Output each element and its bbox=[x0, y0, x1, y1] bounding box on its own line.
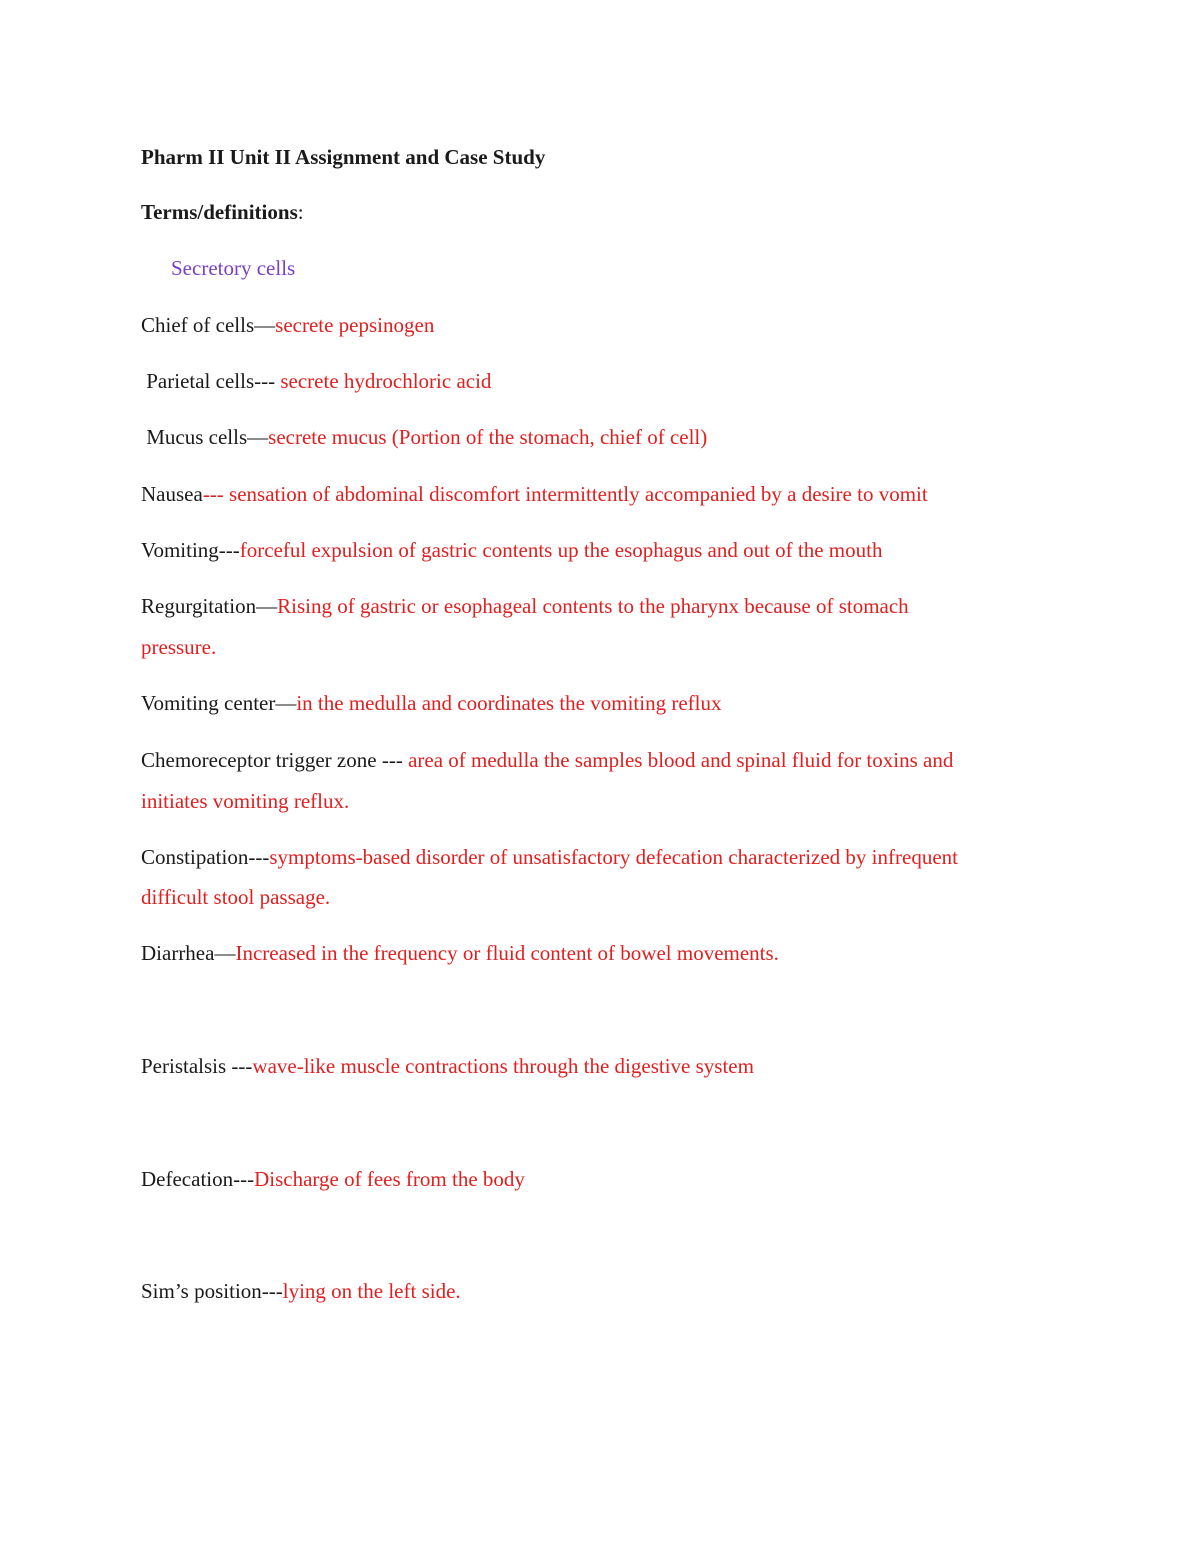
term-separator: — bbox=[214, 941, 236, 965]
term-name: Chief of cells bbox=[141, 313, 255, 337]
document-title: Pharm II Unit II Assignment and Case Study bbox=[141, 145, 546, 169]
term-name: Sim’s position bbox=[141, 1279, 262, 1303]
term-entry bbox=[141, 747, 953, 773]
term-definition: sensation of abdominal discomfort intermittently accompanied by a desire to vomit bbox=[229, 482, 928, 506]
term-name: Nausea bbox=[141, 482, 203, 506]
term-separator: --- bbox=[376, 748, 409, 772]
term-name: Regurgitation bbox=[141, 594, 257, 618]
term-definition: secrete mucus (Portion of the stomach, chief of cell) bbox=[268, 425, 708, 449]
term-name: Vomiting center bbox=[141, 691, 276, 715]
section-heading-suffix: : bbox=[297, 200, 304, 224]
term-entry bbox=[141, 368, 491, 394]
document-page bbox=[141, 0, 1071, 1553]
term-separator: — bbox=[254, 313, 276, 337]
term-definition: Increased in the frequency or fluid content of bowel movements. bbox=[235, 941, 779, 965]
term-name: Diarrhea bbox=[141, 941, 215, 965]
section-heading-label: Terms/definitions bbox=[141, 200, 298, 224]
term-name: Parietal cells bbox=[141, 369, 255, 393]
term-entry bbox=[141, 1278, 461, 1304]
term-name: Mucus cells bbox=[141, 425, 248, 449]
section-heading bbox=[141, 199, 304, 225]
term-entry bbox=[141, 424, 707, 450]
term-separator: — bbox=[256, 594, 278, 618]
term-entry bbox=[141, 537, 882, 563]
term-name: Constipation bbox=[141, 845, 249, 869]
term-definition: lying on the left side. bbox=[282, 1279, 461, 1303]
term-definition-continuation: initiates vomiting reflux. bbox=[141, 789, 350, 813]
term-definition-continuation: pressure. bbox=[141, 635, 217, 659]
term-separator: — bbox=[247, 425, 269, 449]
term-entry bbox=[141, 844, 958, 870]
term-separator: --- bbox=[248, 845, 270, 869]
term-separator: --- bbox=[233, 1167, 255, 1191]
subheading-secretory-cells: Secretory cells bbox=[171, 256, 296, 280]
term-separator: --- bbox=[218, 538, 240, 562]
term-entry bbox=[141, 940, 779, 966]
term-name: Defecation bbox=[141, 1167, 234, 1191]
term-definition: forceful expulsion of gastric contents up the esophagus and out of the mouth bbox=[239, 538, 883, 562]
term-definition: wave-like muscle contractions through the digestive system bbox=[252, 1054, 754, 1078]
term-definition-continuation: difficult stool passage. bbox=[141, 885, 331, 909]
term-definition: Discharge of fees from the body bbox=[254, 1167, 525, 1191]
term-definition: symptoms-based disorder of unsatisfactory defecation characterized by infrequent bbox=[269, 845, 958, 869]
term-separator: --- bbox=[261, 1279, 283, 1303]
term-entry bbox=[141, 1166, 525, 1192]
term-entry bbox=[141, 690, 721, 716]
term-definition: secrete hydrochloric acid bbox=[280, 369, 492, 393]
term-name: Vomiting bbox=[141, 538, 219, 562]
term-definition: secrete pepsinogen bbox=[275, 313, 435, 337]
term-name: Peristalsis bbox=[141, 1054, 227, 1078]
term-separator: — bbox=[275, 691, 297, 715]
term-entry bbox=[141, 593, 909, 619]
term-entry bbox=[141, 481, 928, 507]
term-definition: in the medulla and coordinates the vomiting reflux bbox=[296, 691, 722, 715]
term-definition: area of medulla the samples blood and spinal fluid for toxins and bbox=[408, 748, 954, 772]
term-separator: --- bbox=[202, 482, 230, 506]
term-entry bbox=[141, 312, 434, 338]
term-entry bbox=[141, 1053, 754, 1079]
term-definition: Rising of gastric or esophageal contents to the pharynx because of stomach bbox=[277, 594, 909, 618]
term-name: Chemoreceptor trigger zone bbox=[141, 748, 377, 772]
term-separator: --- bbox=[226, 1054, 253, 1078]
term-separator: --- bbox=[254, 369, 281, 393]
